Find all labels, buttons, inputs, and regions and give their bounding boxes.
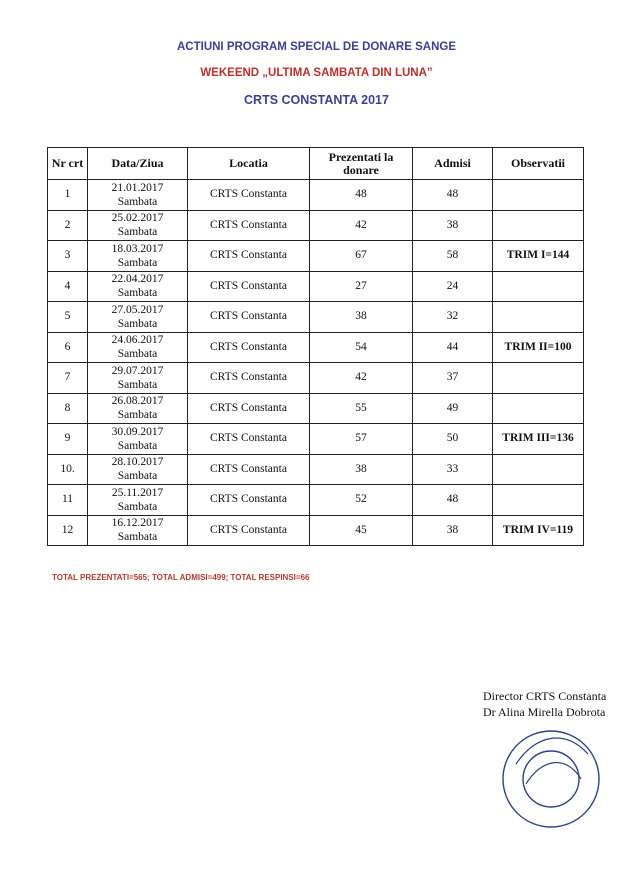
col-header-admitted: Admisi — [413, 148, 493, 180]
row-number: 2 — [48, 210, 88, 241]
row-observation — [493, 302, 584, 333]
row-observation — [493, 210, 584, 241]
row-location: CRTS Constanta — [188, 393, 310, 424]
row-date: 25.11.2017 — [111, 486, 164, 499]
row-location: CRTS Constanta — [188, 241, 310, 272]
row-presented: 55 — [310, 393, 413, 424]
table-row — [48, 180, 584, 211]
row-admitted: 49 — [413, 393, 493, 424]
row-day: Sambata — [117, 439, 158, 452]
row-date: 26.08.2017 — [111, 395, 164, 408]
row-date-day — [88, 515, 188, 546]
row-observation — [493, 454, 584, 485]
table-header-row — [48, 148, 584, 180]
col-header-presented: Prezentati la donare — [310, 148, 413, 180]
row-presented: 38 — [310, 302, 413, 333]
row-admitted: 48 — [413, 485, 493, 516]
row-presented: 54 — [310, 332, 413, 363]
director-name: Dr Alina Mirella Dobrota — [483, 705, 606, 719]
row-date-day — [88, 271, 188, 302]
row-admitted: 58 — [413, 241, 493, 272]
col-header-location: Locatia — [188, 148, 310, 180]
row-observation — [493, 393, 584, 424]
row-observation — [493, 271, 584, 302]
row-number: 12 — [48, 515, 88, 546]
row-day: Sambata — [117, 287, 158, 300]
table-row — [48, 424, 584, 455]
signature-block — [483, 688, 606, 720]
row-date-day — [88, 393, 188, 424]
row-observation — [493, 363, 584, 394]
totals-line: TOTAL PREZENTATI=565; TOTAL ADMISI=499; TOTAL RESPINSI=66 — [52, 573, 310, 582]
program-title: ACTIUNI PROGRAM SPECIAL DE DONARE SANGE — [176, 41, 456, 53]
row-number: 1 — [48, 180, 88, 211]
row-date-day — [88, 302, 188, 333]
row-admitted: 33 — [413, 454, 493, 485]
row-number: 5 — [48, 302, 88, 333]
row-location: CRTS Constanta — [188, 424, 310, 455]
row-presented: 27 — [310, 271, 413, 302]
row-location: CRTS Constanta — [188, 180, 310, 211]
row-number: 7 — [48, 363, 88, 394]
table-row — [48, 210, 584, 241]
row-admitted: 38 — [413, 210, 493, 241]
center-year-title: CRTS CONSTANTA 2017 — [244, 93, 389, 107]
row-date-day — [88, 424, 188, 455]
row-observation: TRIM IV=119 — [493, 515, 584, 546]
row-location: CRTS Constanta — [188, 210, 310, 241]
row-presented: 45 — [310, 515, 413, 546]
row-admitted: 37 — [413, 363, 493, 394]
row-presented: 52 — [310, 485, 413, 516]
row-presented: 38 — [310, 454, 413, 485]
row-date-day — [88, 485, 188, 516]
row-date: 30.09.2017 — [111, 425, 164, 438]
row-day: Sambata — [117, 317, 158, 330]
table-row — [48, 241, 584, 272]
row-day: Sambata — [117, 470, 158, 483]
table-row — [48, 515, 584, 546]
table-row — [48, 332, 584, 363]
row-admitted: 48 — [413, 180, 493, 211]
row-location: CRTS Constanta — [188, 454, 310, 485]
row-number: 11 — [48, 485, 88, 516]
row-location: CRTS Constanta — [188, 363, 310, 394]
row-date: 24.06.2017 — [111, 334, 164, 347]
row-date-day — [88, 210, 188, 241]
row-day: Sambata — [117, 195, 158, 208]
row-day: Sambata — [117, 378, 158, 391]
row-location: CRTS Constanta — [188, 485, 310, 516]
row-date: 25.02.2017 — [111, 212, 164, 225]
table-body — [48, 180, 584, 546]
row-admitted: 38 — [413, 515, 493, 546]
row-presented: 67 — [310, 241, 413, 272]
row-date: 28.10.2017 — [111, 456, 164, 469]
row-location: CRTS Constanta — [188, 302, 310, 333]
row-location: CRTS Constanta — [188, 332, 310, 363]
row-number: 6 — [48, 332, 88, 363]
col-header-observations: Observatii — [493, 148, 584, 180]
row-number: 8 — [48, 393, 88, 424]
row-presented: 42 — [310, 363, 413, 394]
row-day: Sambata — [117, 226, 158, 239]
official-stamp-icon — [496, 724, 606, 834]
row-observation: TRIM I=144 — [493, 241, 584, 272]
row-date: 27.05.2017 — [111, 303, 164, 316]
row-date-day — [88, 454, 188, 485]
table-row — [48, 363, 584, 394]
row-date: 21.01.2017 — [111, 181, 164, 194]
table-row — [48, 485, 584, 516]
col-header-nr: Nr crt — [48, 148, 88, 180]
row-date: 22.04.2017 — [111, 273, 164, 286]
row-presented: 42 — [310, 210, 413, 241]
row-admitted: 44 — [413, 332, 493, 363]
row-date: 29.07.2017 — [111, 364, 164, 377]
row-admitted: 32 — [413, 302, 493, 333]
row-date-day — [88, 180, 188, 211]
row-day: Sambata — [117, 348, 158, 361]
row-observation — [493, 180, 584, 211]
row-presented: 57 — [310, 424, 413, 455]
row-number: 10. — [48, 454, 88, 485]
row-location: CRTS Constanta — [188, 271, 310, 302]
table-row — [48, 393, 584, 424]
director-title: Director CRTS Constanta — [483, 689, 607, 703]
donation-table — [47, 147, 584, 546]
row-date-day — [88, 332, 188, 363]
row-admitted: 50 — [413, 424, 493, 455]
row-date-day — [88, 241, 188, 272]
row-number: 4 — [48, 271, 88, 302]
row-day: Sambata — [117, 409, 158, 422]
row-admitted: 24 — [413, 271, 493, 302]
row-day: Sambata — [117, 256, 158, 269]
col-header-date: Data/Ziua — [88, 148, 188, 180]
row-date: 16.12.2017 — [111, 517, 164, 530]
row-presented: 48 — [310, 180, 413, 211]
row-date-day — [88, 363, 188, 394]
table-row — [48, 271, 584, 302]
row-observation: TRIM II=100 — [493, 332, 584, 363]
row-location: CRTS Constanta — [188, 515, 310, 546]
row-date: 18.03.2017 — [111, 242, 164, 255]
row-day: Sambata — [117, 500, 158, 513]
table-row — [48, 454, 584, 485]
row-day: Sambata — [117, 531, 158, 544]
table-row — [48, 302, 584, 333]
row-number: 9 — [48, 424, 88, 455]
row-observation — [493, 485, 584, 516]
row-number: 3 — [48, 241, 88, 272]
weekend-title: WEKEEND „ULTIMA SAMBATA DIN LUNA” — [200, 67, 433, 79]
row-observation: TRIM III=136 — [493, 424, 584, 455]
